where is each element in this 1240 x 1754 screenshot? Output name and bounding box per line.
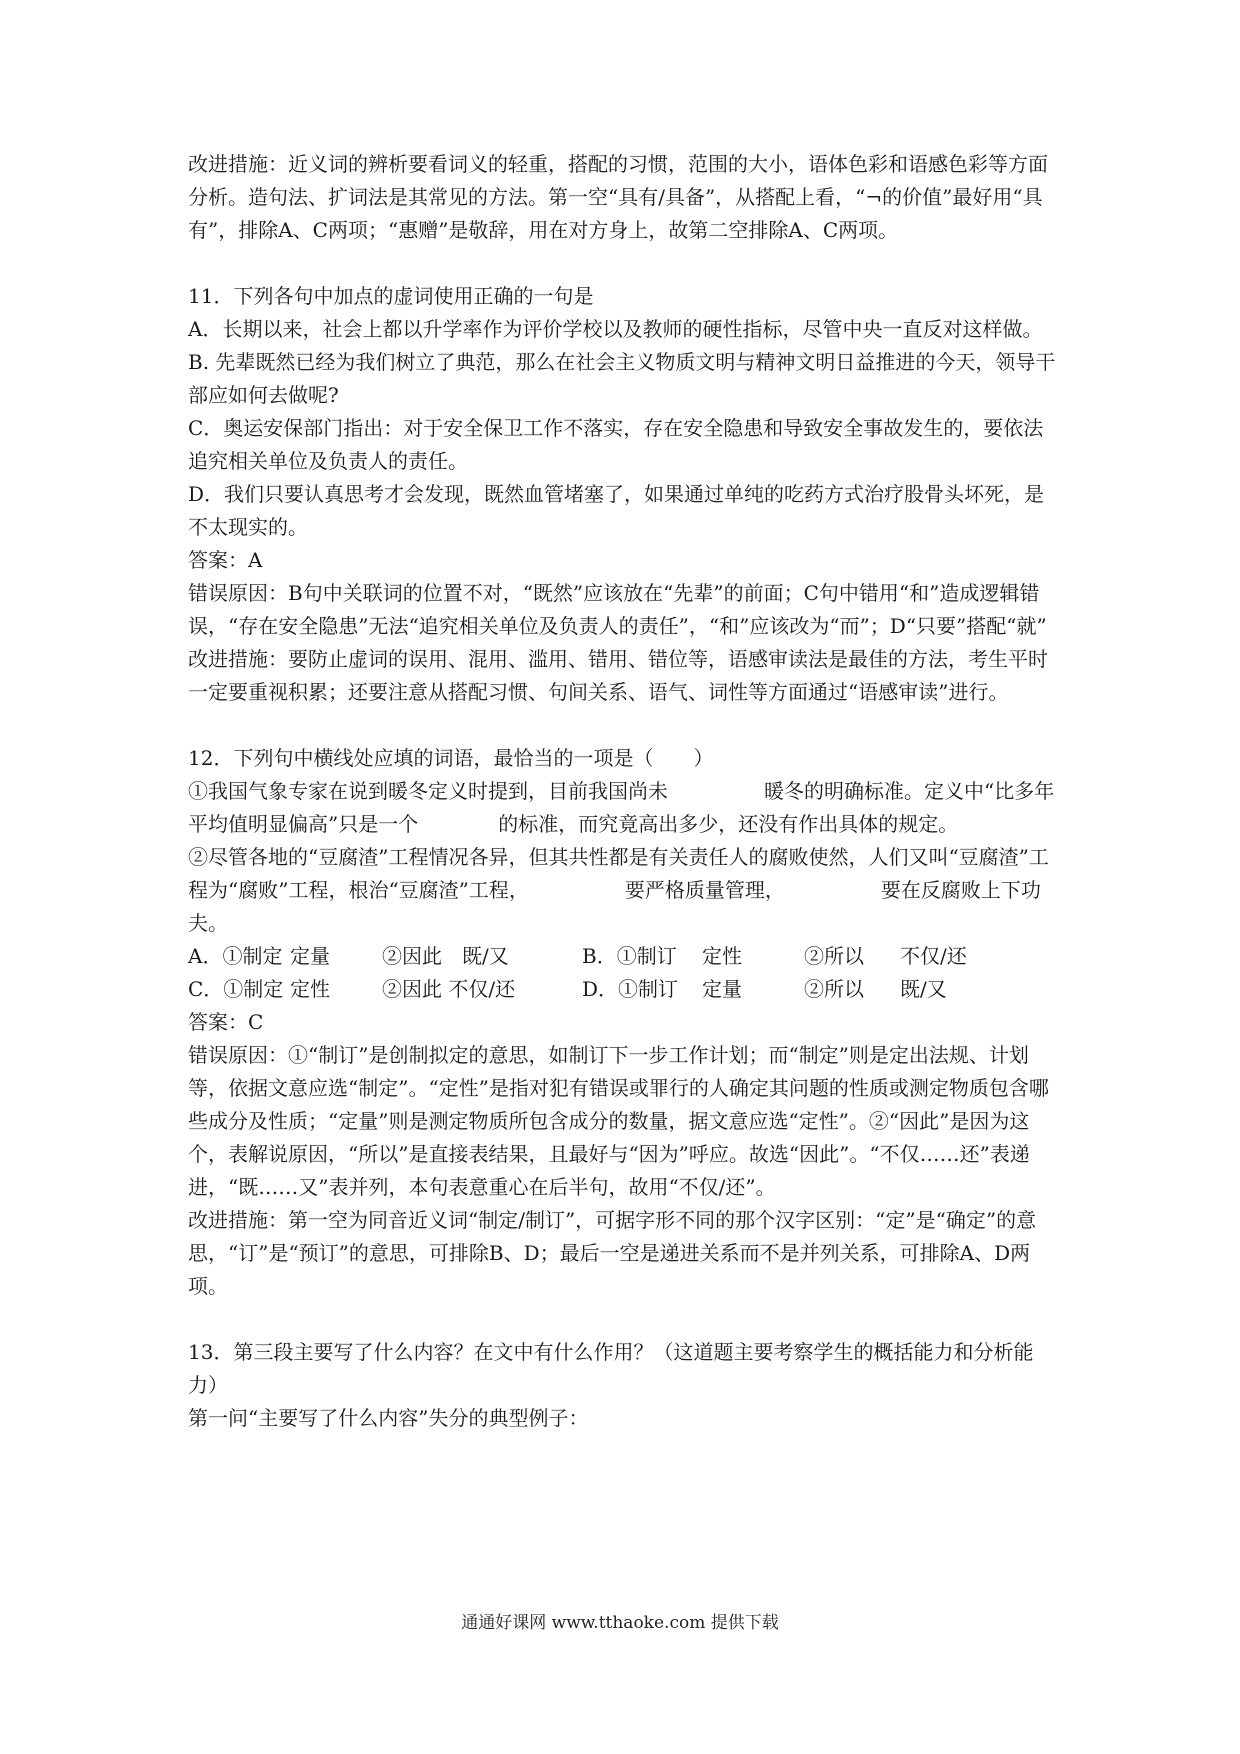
question-13-title: 13．第三段主要写了什么内容？在文中有什么作用？（这道题主要考察学生的概括能力和分析能力） (188, 1340, 1034, 1397)
improvement-q10: 改进措施：近义词的辨析要看词义的轻重，搭配的习惯，范围的大小，语体色彩和语感色彩等方面分析。造句法、扩词法是其常见的方法。第一空“具有/具备”，从搭配上看，“¬的价值”最好用“具有”，排除A、C两项；“惠赠”是敬辞，用在对方身上，故第二空排除A、C两项。 (188, 152, 1048, 242)
question-13-subtitle: 第一问“主要写了什么内容”失分的典型例子： (188, 1406, 589, 1430)
q12-s2-part-a: ②尽管各地的“豆腐渣”工程情况各异，但其共性都是有关责任人的腐败使然，人们又叫“豆腐渣”工程为“腐败”工程，根治“豆腐渣”工程， (188, 845, 1049, 902)
question-11-option-c: C．奥运安保部门指出：对于安全保卫工作不落实，存在安全隐患和导致安全事故发生的，要依法追究相关单位及负责人的责任。 (188, 416, 1044, 473)
q12-s2-part-c: 要在反腐败上下功夫。 (188, 878, 1041, 935)
question-12-options-row (188, 973, 1058, 1006)
q12-s1-part-a: ①我国气象专家在说到暖冬定义时提到，目前我国尚未 (188, 779, 668, 803)
option-cell: ②所以 (804, 977, 864, 1001)
question-11-option-b: B. 先辈既然已经为我们树立了典范，那么在社会主义物质文明与精神文明日益推进的今天，领导干部应如何去做呢? (188, 350, 1056, 407)
option-cell: 定量 (702, 977, 742, 1001)
question-12-title: 12．下列句中横线处应填的词语，最恰当的一项是（ ） (188, 746, 714, 770)
question-11-title: 11．下列各句中加点的虚词使用正确的一句是 (188, 284, 594, 308)
question-12-answer: 答案：C (188, 1010, 264, 1034)
option-cell: ②所以 (804, 944, 864, 968)
q12-s1-part-c: 的标准，而究竟高出多少，还没有作出具体的规定。 (498, 812, 959, 836)
option-cell: ②因此 既/又 (382, 944, 509, 968)
page-footer: 通通好课网 www.tthaoke.com 提供下载 (461, 1613, 779, 1633)
option-cell: B．①制订 (582, 944, 677, 968)
question-11-option-d: D．我们只要认真思考才会发现，既然血管堵塞了，如果通过单纯的吃药方式治疗股骨头坏死，是不太现实的。 (188, 482, 1045, 539)
option-cell: D．①制订 (582, 977, 679, 1001)
option-cell: 定性 (290, 977, 330, 1001)
q12-s1-part-b: 暖冬的明确标准。定义中“比多年平均值明显偏高”只是一个 (188, 779, 1055, 836)
document-body (188, 148, 1058, 1435)
question-11-improvement: 改进措施：要防止虚词的误用、混用、滥用、错用、错位等，语感审读法是最佳的方法，考生平时一定要重视积累；还要注意从搭配习惯、句间关系、语气、词性等方面通过“语感审读”进行。 (188, 647, 1048, 704)
option-cell: 既/又 (900, 977, 947, 1001)
option-cell: C．①制定 (188, 977, 284, 1001)
question-12-sentence-2 (188, 841, 1058, 940)
option-cell: A．①制定 (188, 944, 283, 968)
question-12-error-reason: 错误原因：①“制订”是创制拟定的意思，如制订下一步工作计划；而“制定”则是定出法规、计划等，依据文意应选“制定”。“定性”是指对犯有错误或罪行的人确定其问题的性质或测定物质包含哪些成分及性质；“定量”则是测定物质所包含成分的数量，据文意应选“定性”。②“因此”是因为这个，表解说原因，“所以”是直接表结果，且最好与“因为”呼应。故选“因此”。“不仅……还”表递进，“既……又”表并列，本句表意重心在后半句，故用“不仅/还”。 (188, 1043, 1049, 1199)
question-11-error-reason: 错误原因：B句中关联词的位置不对，“既然”应该放在“先辈”的前面；C句中错用“和”造成逻辑错误，“存在安全隐患”无法“追究相关单位及负责人的责任”，“和”应该改为“而”；D“只要”搭配“就” (188, 581, 1047, 638)
option-cell: 不仅/还 (900, 944, 967, 968)
question-11-option-a: A．长期以来，社会上都以升学率作为评价学校以及教师的硬性指标，尽管中央一直反对这样做。 (188, 317, 1043, 341)
option-cell: 定量 (290, 944, 330, 968)
question-12-options-row (188, 940, 1058, 973)
q12-s2-part-b: 要严格质量管理， (624, 878, 785, 902)
question-11-answer: 答案：A (188, 548, 263, 572)
question-12-sentence-1 (188, 775, 1058, 841)
option-cell: 定性 (702, 944, 742, 968)
question-12-improvement: 改进措施：第一空为同音近义词“制定/制订”，可据字形不同的那个汉字区别：“定”是“确定”的意思，“订”是“预订”的意思，可排除B、D；最后一空是递进关系而不是并列关系，可排除A、D两项。 (188, 1208, 1037, 1298)
option-cell: ②因此 不仅/还 (382, 977, 516, 1001)
